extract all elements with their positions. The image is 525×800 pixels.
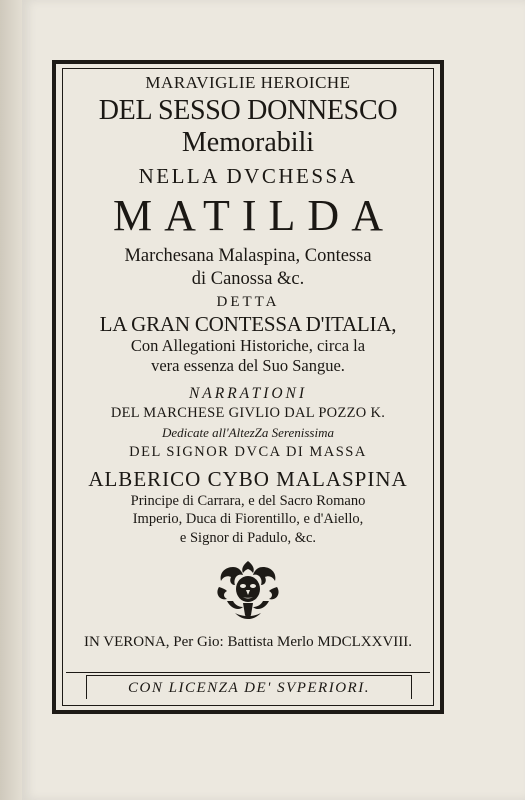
title-line-3: Memorabili (181, 127, 315, 158)
dedicatee-titles-line-2: Imperio, Duca di Fiorentillo, e d'Aiello, (132, 511, 364, 527)
title-line-8: DETTA (216, 294, 280, 310)
title-main-name: MATILDA (113, 191, 395, 240)
printers-ornament-mask-icon (213, 557, 283, 621)
license-box (86, 675, 412, 699)
title-line-1: MARAVIGLIE HEROICHE (145, 73, 351, 92)
dedicatee-name-line: ALBERICO CYBO MALASPINA (88, 466, 408, 491)
title-line-4: NELLA DVCHESSA (138, 164, 358, 188)
title-line-6: Marchesana Malaspina, Contessa (124, 246, 372, 266)
dedication-line: Dedicate all'AltezZa Serenissima (162, 425, 334, 440)
license-line: CON LICENZA DE' SVPERIORI. (128, 680, 370, 696)
imprint-divider-rule (66, 672, 430, 673)
title-line-9: LA GRAN CONTESSA D'ITALIA, (99, 312, 397, 336)
title-line-7: di Canossa &c. (191, 268, 305, 289)
author-line: DEL MARCHESE GIVLIO DAL POZZO K. (110, 404, 386, 421)
title-line-11: vera essenza del Suo Sangue. (151, 355, 345, 375)
title-line-10: Con Allegationi Historiche, circa la (130, 336, 366, 355)
title-line-2: DEL SESSO DONNESCO (98, 95, 398, 126)
dedicatee-titles-line-3: e Signor di Padulo, &c. (179, 529, 317, 546)
dedicatee-title-line: DEL SIGNOR DVCA DI MASSA (129, 444, 367, 460)
book-gutter (0, 0, 22, 800)
title-line-12: NARRATIONI (188, 385, 308, 402)
title-page-text (66, 72, 430, 650)
dedicatee-titles-line-1: Principe di Carrara, e del Sacro Romano (130, 492, 366, 509)
imprint-line: IN VERONA, Per Gio: Battista Merlo MDCLXXVIII. (83, 634, 413, 650)
